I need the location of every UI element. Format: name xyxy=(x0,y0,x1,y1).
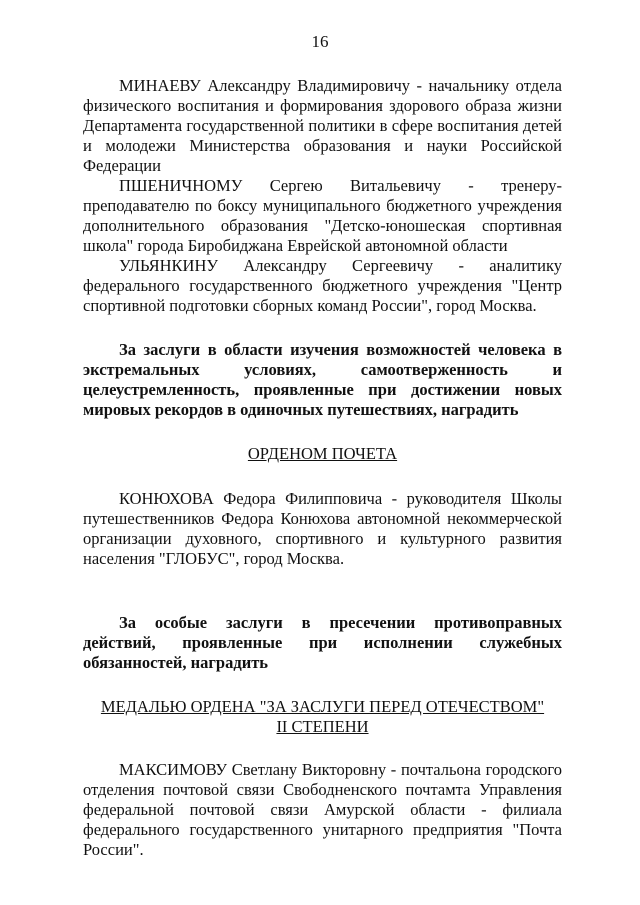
decree-paragraph-1: За заслуги в области изучения возможностей человека в экстремальных условиях, самоотверженность и целеустремленность, проявленные при достижении новых мировых рекордов в одиночных путешествиях, наградить xyxy=(83,340,562,419)
entry-konyukhov: КОНЮХОВА Федора Филипповича - руководителя Школы путешественников Федора Конюхова автономной некоммерческой организации духовного, спортивного и культурного развития населения "ГЛОБУС", город Москва. xyxy=(83,489,562,568)
decree-paragraph-2: За особые заслуги в пресечении противоправных действий, проявленные при исполнении служебных обязанностей, наградить xyxy=(83,613,562,672)
entry-minaev: МИНАЕВУ Александру Владимировичу - начальнику отдела физического воспитания и формирования здорового образа жизни Департамента государственной политики в сфере воспитания детей и молодежи Министерства образования и науки Российской Федерации xyxy=(83,76,562,175)
entry-ulyankin: УЛЬЯНКИНУ Александру Сергеевичу - аналитику федерального государственного бюджетного учреждения "Центр спортивной подготовки сборных команд России", город Москва. xyxy=(83,256,562,315)
award-heading-medal-line1: МЕДАЛЬЮ ОРДЕНА "ЗА ЗАСЛУГИ ПЕРЕД ОТЕЧЕСТВОМ" xyxy=(100,697,545,716)
entry-pshenichny: ПШЕНИЧНОМУ Сергею Витальевичу - тренеру-преподавателю по боксу муниципального бюджетного учреждения дополнительного образования "Детско-юношеская спортивная школа" города Биробиджана Еврейской автономной области xyxy=(83,176,562,255)
award-heading-order-of-honor: ОРДЕНОМ ПОЧЕТА xyxy=(247,444,398,463)
entry-maksimova: МАКСИМОВУ Светлану Викторовну - почтальона городского отделения почтовой связи Свободненского почтамта Управления федеральной почтовой связи Амурской области - филиала федерального государственного унитарного предприятия "Почта России". xyxy=(83,760,562,859)
award-heading-medal-line2: II СТЕПЕНИ xyxy=(276,717,369,736)
document-body xyxy=(83,76,562,860)
page-number: 16 xyxy=(311,32,329,51)
